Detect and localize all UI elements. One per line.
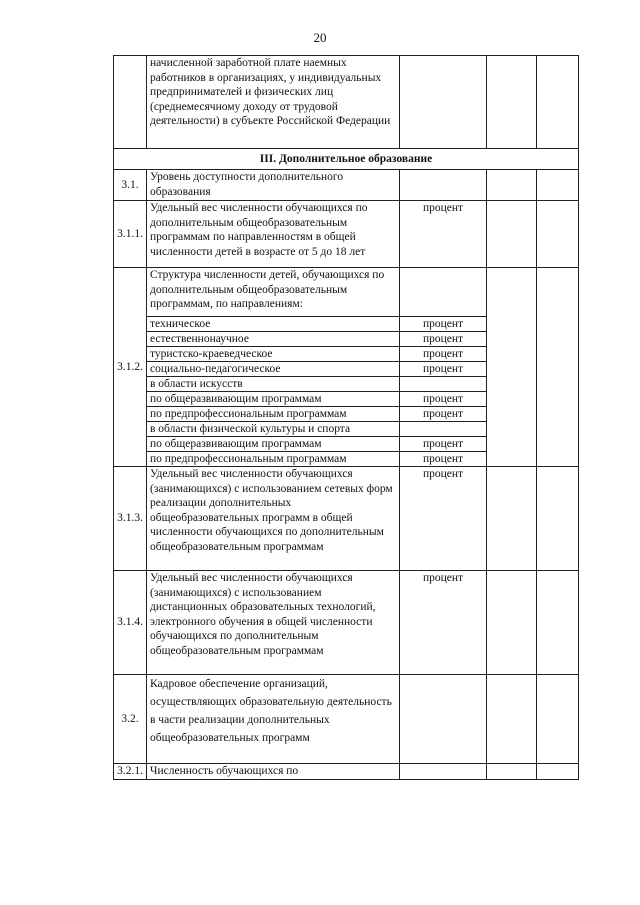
row-number: 3.1. (114, 170, 147, 201)
value-cell (487, 675, 537, 764)
indicator-text: Численность обучающихся по (147, 764, 400, 780)
indicator-text: туристско-краеведческое (147, 347, 400, 362)
table-row (114, 170, 579, 201)
indicator-text: по предпрофессиональным программам (147, 452, 400, 467)
indicator-text: Уровень доступности дополнительного образования (147, 170, 400, 201)
unit-cell: процент (400, 571, 487, 675)
value-cell (487, 764, 537, 780)
indicators-table (113, 55, 579, 780)
row-number-cell (114, 56, 147, 149)
value-cell (487, 56, 537, 149)
table-row (114, 764, 579, 780)
row-number: 3.2. (114, 675, 147, 764)
unit-cell: процент (400, 201, 487, 268)
indicator-text: начисленной заработной плате наемных работников в организациях, у индивидуальных предпринимателей и физических лиц (среднемесячному доходу от трудовой деятельности) в субъекте Российской Федерации (147, 56, 400, 149)
value-cell (537, 268, 579, 467)
value-cell (537, 764, 579, 780)
section-heading-row (114, 149, 579, 170)
indicator-text: техническое (147, 317, 400, 332)
row-number: 3.1.1. (114, 201, 147, 268)
row-number: 3.1.4. (114, 571, 147, 675)
indicator-text: в области физической культуры и спорта (147, 422, 400, 437)
unit-cell: процент (400, 452, 487, 467)
table-row (114, 467, 579, 571)
indicator-text: Кадровое обеспечение организаций, осуществляющих образовательную деятельность в части реализации дополнительных общеобразовательных программ (147, 675, 400, 764)
indicator-text: Структура численности детей, обучающихся по дополнительным общеобразовательным программам, по направлениям: (147, 268, 400, 317)
row-number: 3.1.3. (114, 467, 147, 571)
page-number: 20 (313, 30, 327, 45)
value-cell (537, 467, 579, 571)
value-cell (537, 675, 579, 764)
unit-cell (400, 268, 487, 317)
value-cell (537, 201, 579, 268)
unit-cell (400, 764, 487, 780)
value-cell (537, 56, 579, 149)
table-row (114, 571, 579, 675)
unit-cell: процент (400, 317, 487, 332)
indicator-text: по предпрофессиональным программам (147, 407, 400, 422)
value-cell (537, 170, 579, 201)
unit-cell: процент (400, 392, 487, 407)
table-row (114, 675, 579, 764)
table-row (114, 201, 579, 268)
indicator-text: Удельный вес численности обучающихся по дополнительным общеобразовательным программам по направленностям в общей численности детей в возрасте от 5 до 18 лет (147, 201, 400, 268)
value-cell (537, 571, 579, 675)
value-cell (487, 170, 537, 201)
unit-cell: процент (400, 437, 487, 452)
row-number: 3.1.2. (114, 268, 147, 467)
indicator-text: Удельный вес численности обучающихся (занимающихся) с использованием дистанционных образовательных технологий, электронного обучения в общей численности обучающихся по дополнительным общеобразовательным программам (147, 571, 400, 675)
value-cell (487, 467, 537, 571)
table-row (114, 56, 579, 149)
indicator-text: по общеразвивающим программам (147, 437, 400, 452)
indicator-text: по общеразвивающим программам (147, 392, 400, 407)
value-cell (487, 201, 537, 268)
value-cell (487, 268, 537, 467)
indicator-text: в области искусств (147, 377, 400, 392)
unit-cell (400, 422, 487, 437)
unit-cell: процент (400, 407, 487, 422)
indicator-text: Удельный вес численности обучающихся (занимающихся) с использованием сетевых форм реализации дополнительных общеобразовательных программ в общей численности обучающихся по дополнительным общеобразовательным программам (147, 467, 400, 571)
unit-cell (400, 675, 487, 764)
indicator-text: социально-педагогическое (147, 362, 400, 377)
unit-cell (400, 56, 487, 149)
unit-cell (400, 377, 487, 392)
value-cell (487, 571, 537, 675)
table-row (114, 268, 579, 317)
unit-cell: процент (400, 347, 487, 362)
section-title: III. Дополнительное образование (114, 149, 579, 170)
indicator-text: естественнонаучное (147, 332, 400, 347)
unit-cell: процент (400, 467, 487, 571)
row-number: 3.2.1. (114, 764, 147, 780)
unit-cell: процент (400, 362, 487, 377)
unit-cell: процент (400, 332, 487, 347)
unit-cell (400, 170, 487, 201)
